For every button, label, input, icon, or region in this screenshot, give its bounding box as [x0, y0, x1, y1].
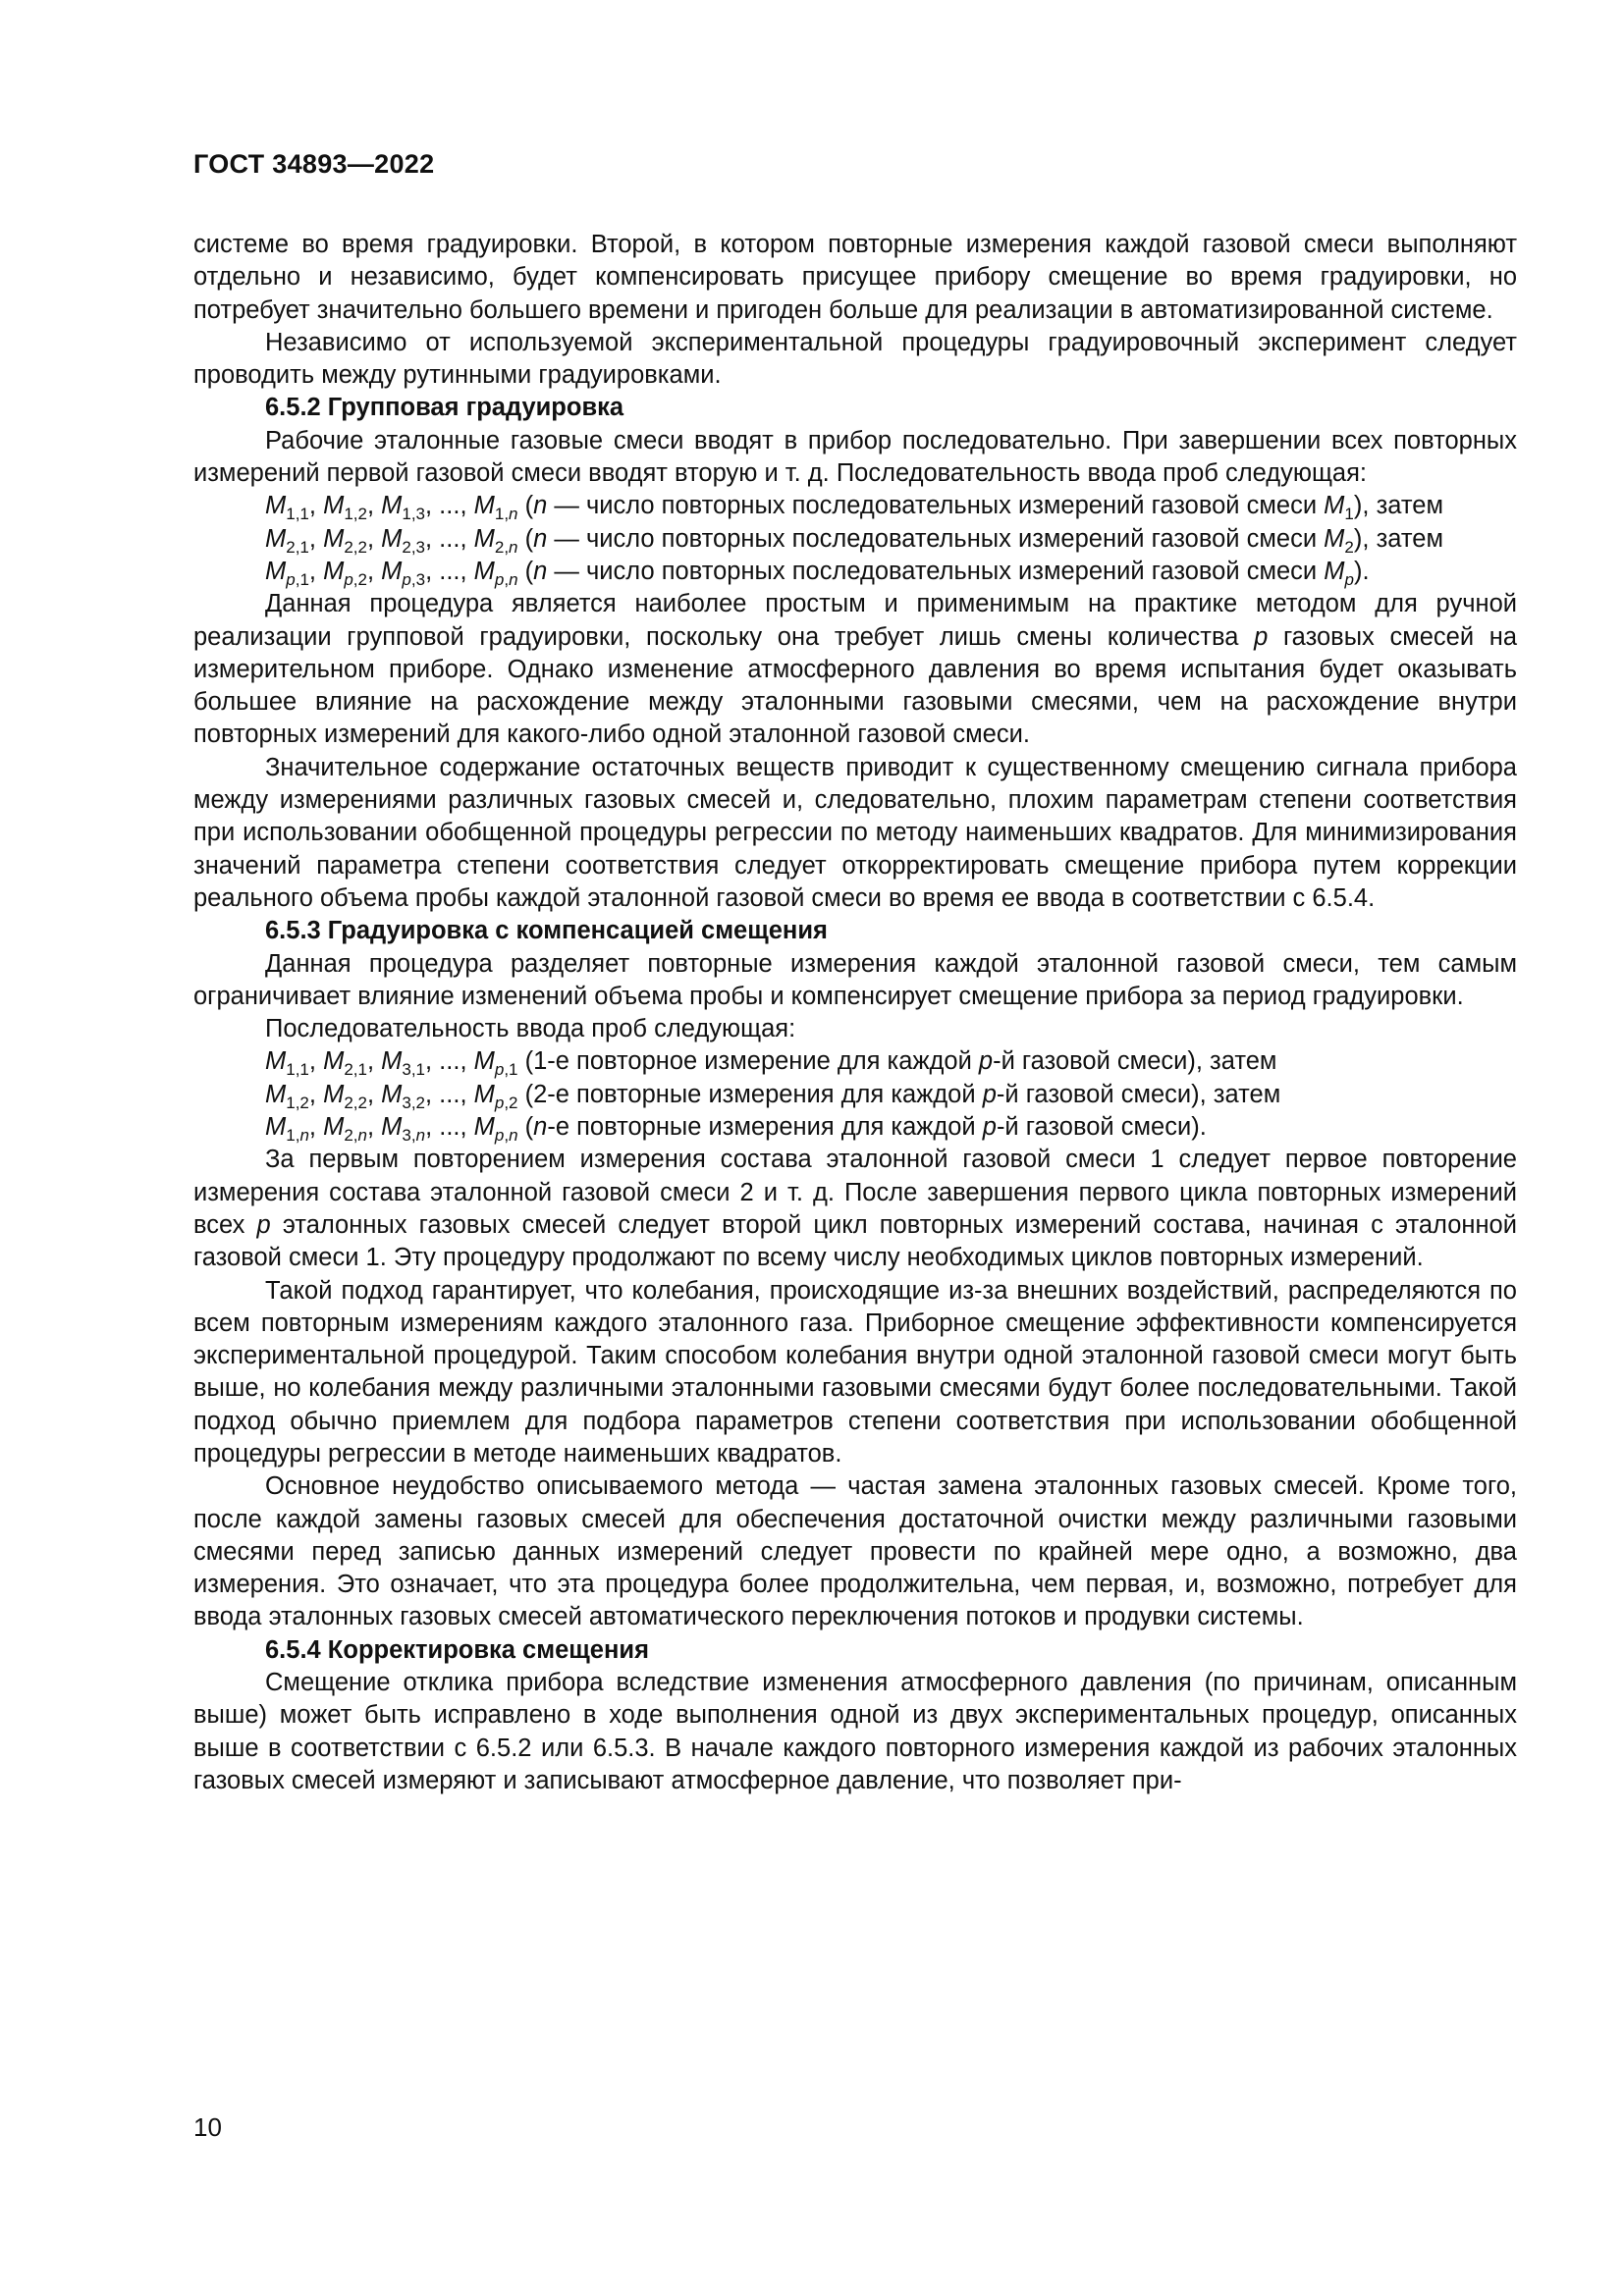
paragraph: Основное неудобство описываемого метода — частая замена эталонных газовых смесей. Кроме того, после каждой замены газовых смесей для обеспечения достаточной очистки между различными газовыми смесями перед записью данных измерений следует провести по крайней мере одно, а возможно, два измерения. Это означает, что эта процедура более продолжительна, чем первая, и, возможно, потребует для ввода эталонных газовых смесей автоматического переключения потоков и продувки системы. [193, 1472, 1517, 1631]
paragraph: За первым повторением измерения состава эталонной газовой смеси 1 следует первое повторение измерения состава эталонной газовой смеси 2 и т. д. После завершения первого цикла повторных измерений всех p эталонных газовых смесей следует второй цикл повторных измерений состава, начиная с эталонной газовой смеси 1. Эту процедуру продолжают по всему числу необходимых циклов повторных измерений. [193, 1146, 1517, 1272]
page-number: 10 [193, 2112, 222, 2142]
paragraph: Смещение отклика прибора вследствие изменения атмосферного давления (по причинам, описанным выше) может быть исправлено в ходе выполнения одной из двух экспериментальных процедур, описанных выше в соответствии с 6.5.2 или 6.5.3. В начале каждого повторного измерения каждой из рабочих эталонных газовых смесей измеряют и записывают атмосферное давление, что позволяет при- [193, 1669, 1517, 1794]
formula-sequence-3: $M_{p,1}$, $M_{p,2}$, $M_{p,3}$, ..., $M_{p,n}$ (n — число повторных последовательных измерений газовой смеси $M_p$). [265, 557, 1370, 589]
paragraph: Независимо от используемой экспериментальной процедуры градуировочный эксперимент следует проводить между рутинными градуировками. [193, 328, 1517, 390]
paragraph: Последовательность ввода проб следующая: [265, 1015, 796, 1043]
paragraph: Такой подход гарантирует, что колебания, происходящие из-за внешних воздействий, распределяются по всем повторным измерениям каждого эталонного газа. Приборное смещение эффективности компенсируется экспериментальной процедурой. Таким способом колебания внутри одной эталонной газовой смеси могут быть выше, но колебания между различными эталонными газовыми смесями будут более последовательными. Такой подход обычно приемлем для подбора параметров степени соответствия при использовании обобщенной процедуры регрессии в методе наименьших квадратов. [193, 1276, 1517, 1468]
formula-sequence-5: $M_{1,2}$, $M_{2,2}$, $M_{3,2}$, ..., $M_{p,2}$ (2-е повторные измерения для каждой p-й газовой смеси), затем [265, 1080, 1281, 1112]
section-heading-6-5-2: 6.5.2 Групповая градуировка [265, 394, 624, 422]
section-heading-6-5-3: 6.5.3 Градуировка с компенсацией смещения [265, 917, 828, 945]
formula-sequence-1: $M_{1,1}$, $M_{1,2}$, $M_{1,3}$, ..., $M_{1,n}$ (n — число повторных последовательных измерений газовой смеси $M_1$), затем [265, 492, 1443, 524]
paragraph: системе во время градуировки. Второй, в котором повторные измерения каждой газовой смеси выполняют отдельно и независимо, будет компенсировать присущее прибору смещение во время градуировки, но потребует значительно большего времени и пригоден больше для реализации в автоматизированной системе. [193, 231, 1517, 324]
formula-sequence-4: $M_{1,1}$, $M_{2,1}$, $M_{3,1}$, ..., $M_{p,1}$ (1-е повторное измерение для каждой p-й газовой смеси), затем [265, 1047, 1277, 1080]
page-header: ГОСТ 34893—2022 [193, 149, 435, 179]
document-body [193, 229, 1517, 1797]
formula-sequence-2: $M_{2,1}$, $M_{2,2}$, $M_{2,3}$, ..., $M_{2,n}$ (n — число повторных последовательных измерений газовой смеси $M_2$), затем [265, 524, 1443, 557]
paragraph: Данная процедура разделяет повторные измерения каждой эталонной газовой смеси, тем самым ограничивает влияние изменений объема пробы и компенсирует смещение прибора за период градуировки. [193, 949, 1517, 1010]
paragraph: Значительное содержание остаточных веществ приводит к существенному смещению сигнала прибора между измерениями различных газовых смесей и, следовательно, плохим параметрам степени соответствия при использовании обобщенной процедуры регрессии по методу наименьших квадратов. Для минимизирования значений параметра степени соответствия следует откорректировать смещение прибора путем коррекции реального объема пробы каждой эталонной газовой смеси во время ее ввода в соответствии с 6.5.4. [193, 753, 1517, 912]
section-heading-6-5-4: 6.5.4 Корректировка смещения [265, 1635, 649, 1664]
paragraph: Данная процедура является наиболее простым и применимым на практике методом для ручной реализации групповой градуировки, поскольку она требует лишь смены количества p газовых смесей на измерительном приборе. Однако изменение атмосферного давления во время испытания будет оказывать большее влияние на расхождение между эталонными газовыми смесями, чем на расхождение внутри повторных измерений для какого-либо одной эталонной газовой смеси. [193, 590, 1518, 749]
paragraph: Рабочие эталонные газовые смеси вводят в прибор последовательно. При завершении всех повторных измерений первой газовой смеси вводят вторую и т. д. Последовательность ввода проб следующая: [193, 426, 1517, 488]
formula-sequence-6: $M_{1,n}$, $M_{2,n}$, $M_{3,n}$, ..., $M_{p,n}$ (n-е повторные измерения для каждой p-й газовой смеси). [265, 1113, 1207, 1146]
